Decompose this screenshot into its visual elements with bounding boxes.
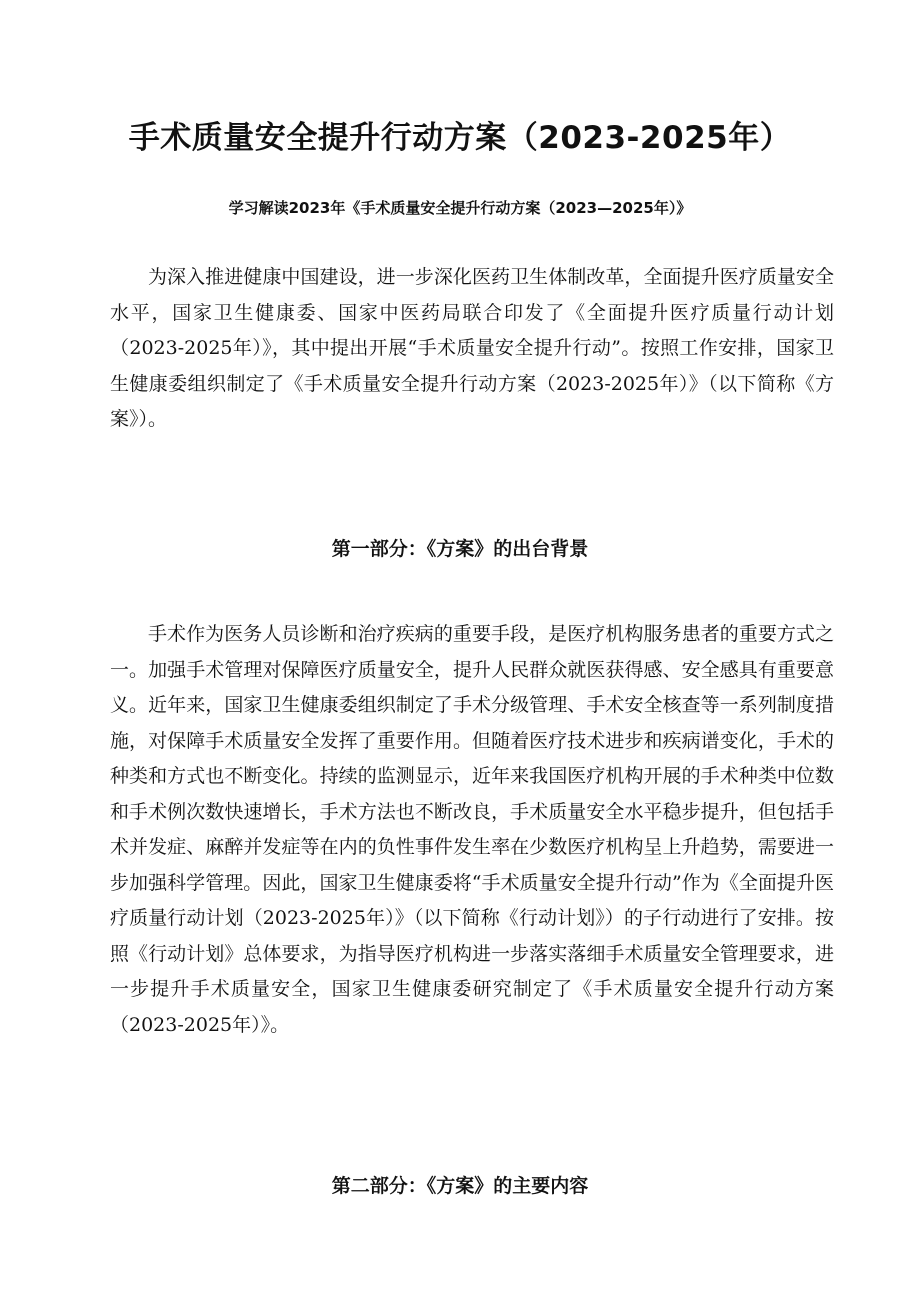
document-subtitle: 学习解读2023年《手术质量安全提升行动方案（2023—2025年）》 bbox=[228, 199, 692, 217]
document-title: 手术质量安全提升行动方案（2023-2025年） bbox=[128, 120, 792, 156]
section-1-paragraph: 手术作为医务人员诊断和治疗疾病的重要手段，是医疗机构服务患者的重要方式之一。加强手术管理对保障医疗质量安全，提升人民群众就医获得感、安全感具有重要意义。近年来，国家卫生健康委组织制定了手术分级管理、手术安全核查等一系列制度措施，对保障手术质量安全发挥了重要作用。但随着医疗技术进步和疾病谱变化，手术的种类和方式也不断变化。持续的监测显示，近年来我国医疗机构开展的手术种类中位数和手术例次数快速增长，手术方法也不断改良，手术质量安全水平稳步提升，但包括手术并发症、麻醉并发症等在内的负性事件发生率在少数医疗机构呈上升趋势，需要进一步加强科学管理。因此，国家卫生健康委将“手术质量安全提升行动”作为《全面提升医疗质量行动计划（2023-2025年）》（以下简称《行动计划》）的子行动进行了安排。按照《行动计划》总体要求，为指导医疗机构进一步落实落细手术质量安全管理要求，进一步提升手术质量安全，国家卫生健康委研究制定了《手术质量安全提升行动方案（2023-2025年）》。 bbox=[110, 623, 834, 1036]
section-2-heading: 第二部分：《方案》的主要内容 bbox=[331, 1175, 589, 1197]
section-1-heading: 第一部分：《方案》的出台背景 bbox=[331, 538, 589, 560]
intro-paragraph: 为深入推进健康中国建设，进一步深化医药卫生体制改革，全面提升医疗质量安全水平，国家卫生健康委、国家中医药局联合印发了《全面提升医疗质量行动计划（2023-2025年）》，其中提出开展“手术质量安全提升行动”。按照工作安排，国家卫生健康委组织制定了《手术质量安全提升行动方案（2023-2025年）》（以下简称《方案》）。 bbox=[110, 266, 834, 430]
